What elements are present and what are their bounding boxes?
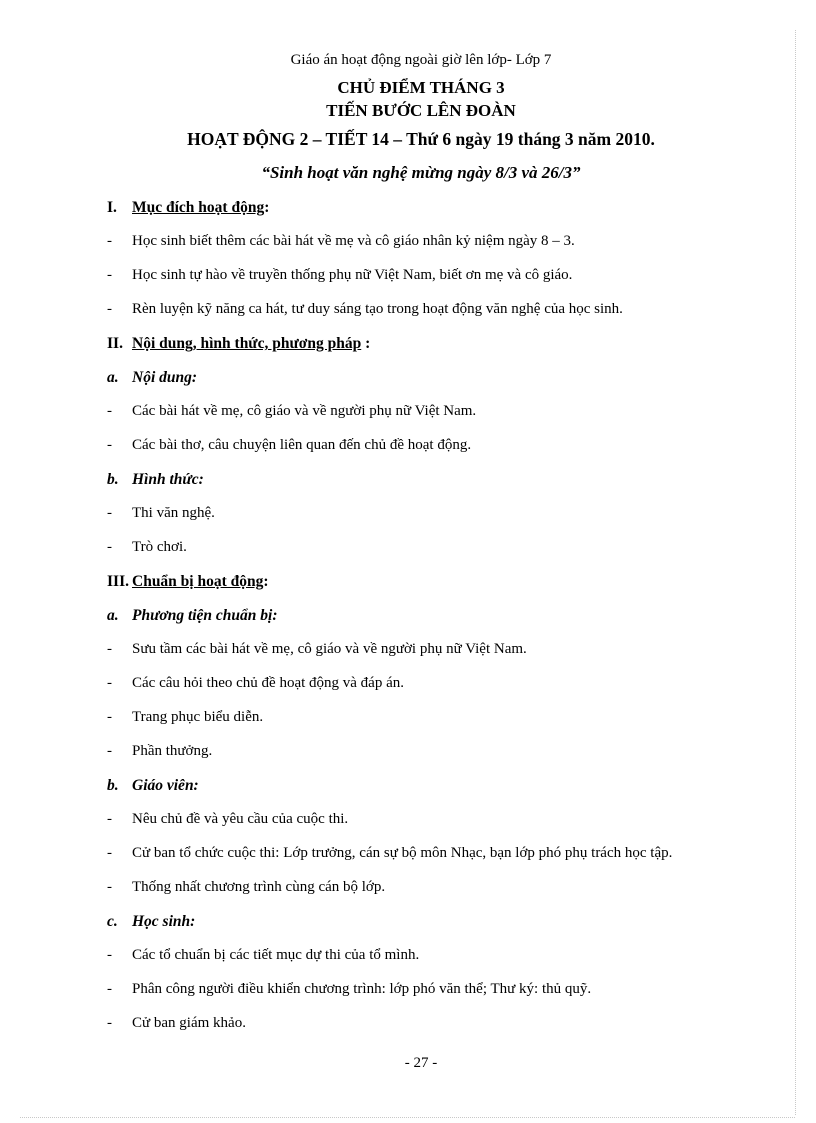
section-title: Chuẩn bị hoạt động xyxy=(132,573,264,590)
section-title: Nội dung, hình thức, phương pháp xyxy=(132,335,362,352)
list-item xyxy=(107,845,672,862)
subsection-title: Hình thức: xyxy=(132,471,204,488)
section-suffix: : xyxy=(263,573,269,590)
item-text: Thống nhất chương trình cùng cán bộ lớp. xyxy=(132,879,386,895)
title-line-1: CHỦ ĐIỂM THÁNG 3 xyxy=(337,78,505,97)
dash-marker: - xyxy=(107,641,112,657)
dash-marker: - xyxy=(107,981,112,997)
item-text: Trang phục biểu diễn. xyxy=(132,709,264,725)
item-text: Các câu hỏi theo chủ đề hoạt động và đáp án. xyxy=(132,675,404,691)
dash-marker: - xyxy=(107,437,112,453)
subsection-3a-heading xyxy=(107,607,278,625)
list-item xyxy=(107,267,572,284)
item-text: Cử ban tổ chức cuộc thi: Lớp trưởng, cán sự bộ môn Nhạc, bạn lớp phó phụ trách học tập. xyxy=(132,845,673,861)
list-item xyxy=(107,301,623,318)
item-text: Học sinh tự hào về truyền thống phụ nữ Việt Nam, biết ơn mẹ và cô giáo. xyxy=(132,267,573,283)
item-text: Nêu chủ đề và yêu cầu của cuộc thi. xyxy=(132,811,349,827)
section-suffix: : xyxy=(264,199,270,216)
dash-marker: - xyxy=(107,233,112,249)
dash-marker: - xyxy=(107,811,112,827)
list-item xyxy=(107,641,527,658)
list-item xyxy=(107,1015,246,1032)
list-item xyxy=(107,437,471,454)
subsection-number: b. xyxy=(107,777,119,794)
item-text: Các bài hát về mẹ, cô giáo và về người phụ nữ Việt Nam. xyxy=(132,403,477,419)
list-item xyxy=(107,879,385,896)
dash-marker: - xyxy=(107,879,112,895)
subsection-number: b. xyxy=(107,471,119,488)
subsection-title: Học sinh: xyxy=(132,913,196,930)
dash-marker: - xyxy=(107,947,112,963)
dash-marker: - xyxy=(107,267,112,283)
section-title: Mục đích hoạt động xyxy=(132,199,265,216)
page-border-right xyxy=(795,30,796,1115)
subsection-number: a. xyxy=(107,607,119,624)
list-item xyxy=(107,811,348,828)
item-text: Phân công người điều khiển chương trình: lớp phó văn thể; Thư ký: thủ quỹ. xyxy=(132,981,592,997)
section-suffix: : xyxy=(361,335,371,352)
item-text: Trò chơi. xyxy=(132,539,187,555)
section-number: II. xyxy=(107,335,123,352)
list-item xyxy=(107,947,419,964)
dash-marker: - xyxy=(107,743,112,759)
section-number: I. xyxy=(107,199,117,216)
document-header: Giáo án hoạt động ngoài giờ lên lớp- Lớp 7 xyxy=(290,52,552,68)
dash-marker: - xyxy=(107,1015,112,1031)
dash-marker: - xyxy=(107,301,112,317)
subsection-2b-heading xyxy=(107,471,204,489)
list-item xyxy=(107,505,215,522)
dash-marker: - xyxy=(107,675,112,691)
list-item xyxy=(107,981,591,998)
page-border-bottom xyxy=(20,1117,795,1118)
item-text: Cử ban giám khảo. xyxy=(132,1015,246,1031)
dash-marker: - xyxy=(107,403,112,419)
subtitle: “Sinh hoạt văn nghệ mừng ngày 8/3 và 26/3” xyxy=(261,163,581,182)
subsection-3c-heading xyxy=(107,913,195,931)
item-text: Học sinh biết thêm các bài hát về mẹ và cô giáo nhân kỷ niệm ngày 8 – 3. xyxy=(132,233,575,249)
item-text: Rèn luyện kỹ năng ca hát, tư duy sáng tạo trong hoạt động văn nghệ của học sinh. xyxy=(132,301,623,317)
section-1-heading xyxy=(107,199,269,217)
section-number: III. xyxy=(107,573,129,590)
dash-marker: - xyxy=(107,845,112,861)
item-text: Thi văn nghệ. xyxy=(132,505,215,521)
item-text: Phần thưởng. xyxy=(132,743,213,759)
list-item xyxy=(107,403,476,420)
list-item xyxy=(107,743,212,760)
subsection-2a-heading xyxy=(107,369,197,387)
subsection-title: Giáo viên: xyxy=(132,777,199,794)
subsection-title: Nội dung: xyxy=(132,369,198,386)
subsection-number: c. xyxy=(107,913,118,930)
list-item xyxy=(107,539,187,556)
subsection-title: Phương tiện chuẩn bị: xyxy=(132,607,278,624)
item-text: Sưu tầm các bài hát về mẹ, cô giáo và về người phụ nữ Việt Nam. xyxy=(132,641,527,657)
list-item xyxy=(107,675,404,692)
item-text: Các bài thơ, câu chuyện liên quan đến chủ đề hoạt động. xyxy=(132,437,472,453)
subsection-3b-heading xyxy=(107,777,199,795)
dash-marker: - xyxy=(107,539,112,555)
dash-marker: - xyxy=(107,709,112,725)
dash-marker: - xyxy=(107,505,112,521)
section-3-heading xyxy=(107,573,269,591)
item-text: Các tổ chuẩn bị các tiết mục dự thi của tổ mình. xyxy=(132,947,420,963)
page-number: - 27 - xyxy=(404,1055,438,1071)
subsection-number: a. xyxy=(107,369,119,386)
section-2-heading xyxy=(107,335,370,353)
list-item xyxy=(107,709,263,726)
list-item xyxy=(107,233,575,250)
title-line-2: TIẾN BƯỚC LÊN ĐOÀN xyxy=(326,101,516,120)
title-line-3: HOẠT ĐỘNG 2 – TIẾT 14 – Thứ 6 ngày 19 tháng 3 năm 2010. xyxy=(187,129,655,149)
